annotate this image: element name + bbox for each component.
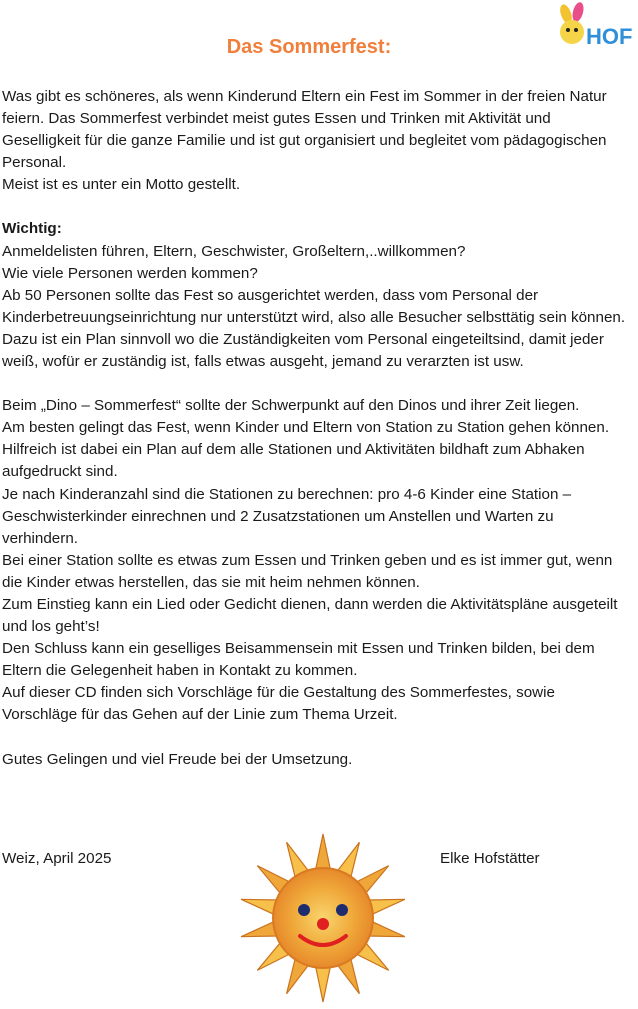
- dino-paragraph: Auf dieser CD finden sich Vorschläge für die Gestaltung des Sommerfestes, sowie Vorschläge für das Gehen auf der Linie zum Thema Urzeit.: [2, 684, 555, 724]
- important-line: Dazu ist ein Plan sinnvoll wo die Zuständigkeiten vom Personal eingeteiltsind, damit jeder weiß, wofür er zuständig ist, falls etwas ausgeht, jemand zu verarzten ist usw.: [2, 330, 604, 371]
- closing-line: Gutes Gelingen und viel Freude bei der Umsetzung.: [2, 750, 353, 768]
- dino-paragraph: Den Schluss kann ein geselliges Beisammensein mit Essen und Trinken bilden, bei dem Eltern die Gelegenheit haben in Kontakt zu kommen.: [2, 640, 595, 680]
- important-line: Wie viele Personen werden kommen?: [2, 264, 258, 282]
- dino-paragraph: Zum Einstieg kann ein Lied oder Gedicht dienen, dann werden die Aktivitätspläne ausgeteilt und los geht’s!: [2, 595, 618, 636]
- sun-face-icon: [238, 826, 408, 1004]
- important-line: Anmeldelisten führen, Eltern, Geschwister, Großeltern,..willkommen?: [2, 242, 466, 260]
- dino-paragraph: Beim „Dino – Sommerfest“ sollte der Schwerpunkt auf den Dinos und ihrer Zeit liegen.: [2, 397, 580, 415]
- intro-paragraph: Meist ist es unter ein Motto gestellt.: [2, 176, 241, 194]
- important-heading: Wichtig:: [2, 220, 62, 238]
- intro-paragraph: Was gibt es schöneres, als wenn Kinderund Eltern ein Fest im Sommer in der freien Natur feiern. Das Sommerfest verbindet meist gutes Essen und Trinken mit Aktivität und Geselligkeit für die ganze Familie und ist gut organisiert und begleitet vom pädagogischen Personal.: [2, 88, 607, 172]
- sun-ray: [315, 834, 330, 871]
- document-body: [2, 86, 632, 771]
- dino-paragraph: Je nach Kinderanzahl sind die Stationen zu berechnen: pro 4-6 Kinder eine Station – Geschwisterkinder einrechnen und 2 Zusatzstationen um Anstellen und Warten zu verhindern.: [2, 485, 572, 547]
- place-date: Weiz, April 2025: [2, 850, 112, 867]
- logo-text: HOF: [586, 24, 633, 49]
- dino-paragraph: Bei einer Station sollte es etwas zum Essen und Trinken geben und es ist immer gut, wenn die Kinder etwas herstellen, das sie mit heim nehmen können.: [2, 551, 613, 591]
- sun-ray: [315, 965, 330, 1002]
- sun-illustration: [238, 826, 408, 1004]
- important-line: Ab 50 Personen sollte das Fest so ausgerichtet werden, dass vom Personal der Kinderbetreuungseinrichtung nur unterstützt wird, also alle Besucher selbsttätig sein können.: [2, 286, 626, 326]
- dino-paragraph: Am besten gelingt das Fest, wenn Kinder und Eltern von Station zu Station gehen können. Hilfreich ist dabei ein Plan auf dem alle Stationen und Aktivitäten bildhaft zum Abhaken aufgedruckt sind.: [2, 419, 610, 481]
- page-title: Das Sommerfest:: [226, 36, 392, 58]
- author-name: Elke Hofstätter: [440, 850, 540, 867]
